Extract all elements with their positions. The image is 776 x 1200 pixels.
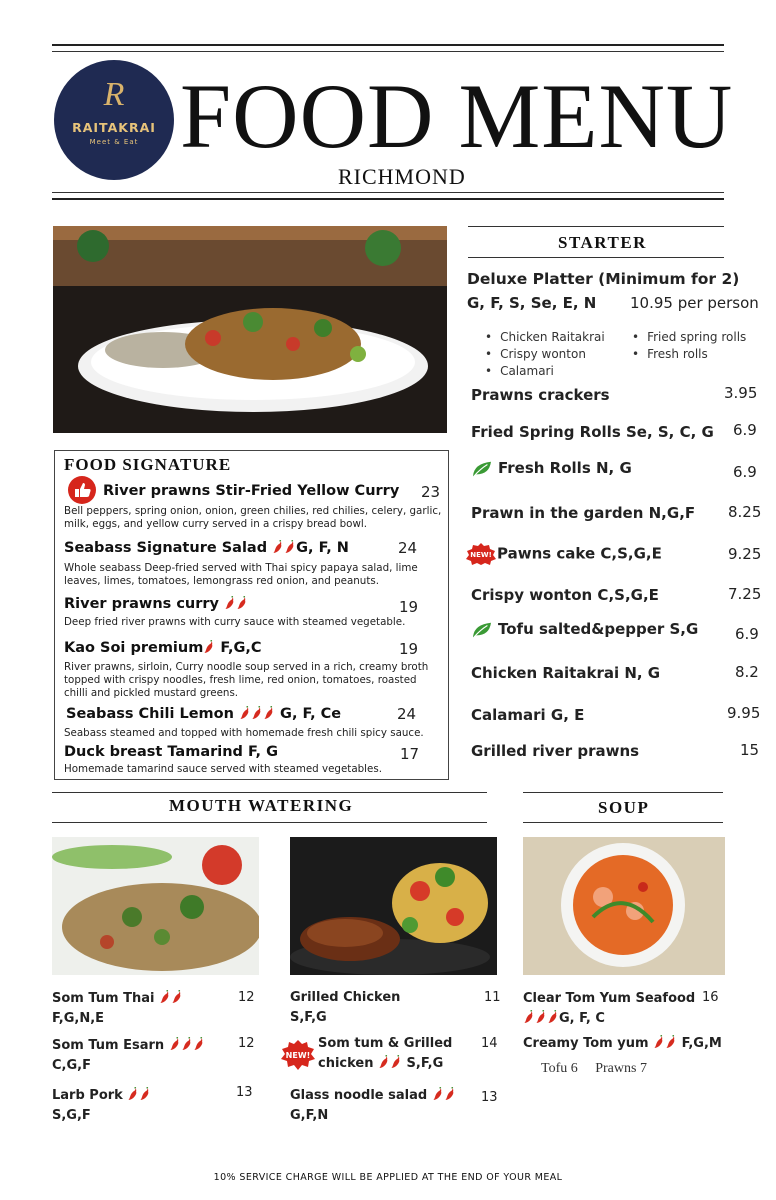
menu-item — [52, 1086, 252, 1126]
mouth-rule-bottom — [52, 822, 487, 823]
chili-icon — [378, 1055, 390, 1069]
chili-icon — [203, 640, 215, 654]
menu-item-price: 13 — [236, 1085, 253, 1100]
starter-item-label: Pawns cake C,S,G,E — [497, 544, 662, 563]
menu-item-codes: F,G,N,E — [52, 1011, 105, 1026]
chili-icon — [236, 596, 248, 610]
starter-item-new — [465, 543, 662, 565]
signature-item-desc: Seabass steamed and topped with homemade fresh chili spicy sauce. — [64, 727, 424, 739]
soup-rule-top — [523, 792, 723, 793]
header-rule-thick — [52, 198, 724, 200]
menu-item-codes: C,G,F — [52, 1058, 91, 1073]
soup-heading: SOUP — [598, 798, 650, 817]
top-rule-thin — [52, 51, 724, 52]
signature-heading: FOOD SIGNATURE — [64, 455, 232, 474]
starter-item: Grilled river prawns — [471, 742, 640, 760]
signature-item-label: River prawns curry — [64, 596, 220, 612]
platter-include: • Chicken Raitakrai — [485, 330, 605, 344]
new-badge-icon — [465, 543, 497, 565]
chili-icon — [263, 706, 275, 720]
signature-item-desc: River prawns, sirloin, Curry noodle soup served in a rich, creamy broth topped with crispy noodles, fresh lime, red onion, tomatoes, roasted chilli and pickled mustard greens. — [64, 661, 429, 699]
chili-icon — [547, 1010, 559, 1024]
chili-icon — [169, 1037, 181, 1051]
signature-item-label: Seabass Signature Salad — [64, 540, 268, 556]
platter-include: • Fresh rolls — [632, 347, 708, 361]
vegan-leaf-icon — [471, 621, 493, 639]
signature-item-price: 24 — [398, 539, 418, 557]
new-badge-text: NEW! — [470, 551, 492, 559]
menu-item-name: Som tum & Grilled — [318, 1036, 453, 1051]
starter-item-label: Tofu salted&pepper S,G — [498, 620, 699, 638]
menu-item — [52, 989, 252, 1029]
platter-include: • Calamari — [485, 364, 554, 378]
menu-item-price: 14 — [481, 1036, 498, 1051]
menu-item-name: Grilled Chicken — [290, 990, 401, 1005]
signature-item-price: 19 — [399, 598, 419, 616]
larb-photo — [52, 837, 259, 975]
signature-item-codes: G, F, N — [296, 540, 349, 556]
signature-item-desc: Bell peppers, spring onion, onion, green chilies, red chilies, celery, garlic, milk, eggs, and yellow curry served in a crispy bread bowl. — [64, 505, 442, 530]
signature-item-desc: Homemade tamarind sauce served with steamed vegetables. — [64, 763, 383, 775]
starter-price: 9.95 — [727, 704, 761, 722]
menu-item — [290, 1086, 480, 1126]
signature-item-desc: Deep fried river prawns with curry sauce with steamed vegetable. — [64, 616, 406, 628]
starter-item-vegan — [471, 459, 632, 478]
starter-price: 8.2 — [735, 663, 759, 681]
menu-item-price: 12 — [238, 1036, 255, 1051]
starter-item: Prawns crackers — [471, 386, 610, 404]
menu-item — [523, 989, 703, 1029]
starter-heading: STARTER — [558, 233, 647, 252]
menu-item-codes: G,F,N — [290, 1108, 329, 1123]
starter-rule-bottom — [468, 257, 724, 258]
starter-item-label: Fresh Rolls N, G — [498, 459, 632, 477]
soup-options: Tofu 6 Prawns 7 — [541, 1061, 647, 1076]
menu-item — [52, 1036, 252, 1076]
menu-item-price: 12 — [238, 990, 255, 1005]
starter-rule-top — [468, 226, 724, 227]
menu-item-name: Som Tum Esarn — [52, 1038, 165, 1053]
signature-item-name: River prawns Stir-Fried Yellow Curry — [103, 483, 400, 499]
page-title: FOOD MENU — [180, 65, 734, 167]
menu-item-codes: F,G,M — [677, 1036, 722, 1051]
menu-item-codes: G, F, C — [559, 1011, 605, 1026]
soup-rule-bottom — [523, 822, 723, 823]
starter-item: Crispy wonton C,S,G,E — [471, 586, 659, 604]
logo-tagline: Meet & Eat — [89, 138, 139, 146]
mouth-rule-top — [52, 792, 487, 793]
signature-item-price: 19 — [399, 640, 419, 658]
logo-monogram: R — [103, 76, 125, 113]
grilled-chicken-photo — [290, 837, 497, 975]
logo-brand: RAITAKRAI — [72, 120, 156, 135]
platter-codes: G, F, S, Se, E, N — [467, 294, 597, 312]
signature-item-codes: F,G,C — [215, 640, 262, 656]
signature-item-desc: Whole seabass Deep-fried served with Thai spicy papaya salad, lime leaves, limes, tomatoes, lemongrass red onion, and peanuts. — [64, 562, 418, 587]
menu-item-price: 13 — [481, 1090, 498, 1105]
starter-price: 15 — [740, 741, 760, 759]
starter-item: Chicken Raitakrai N, G — [471, 664, 661, 682]
starter-price: 7.25 — [728, 585, 762, 603]
mouth-watering-heading: MOUTH WATERING — [169, 796, 354, 815]
chili-icon — [224, 596, 236, 610]
chili-icon — [535, 1010, 547, 1024]
starter-item: Calamari G, E — [471, 706, 585, 724]
chili-icon — [239, 706, 251, 720]
menu-item-name-line2: chicken — [318, 1056, 374, 1071]
menu-item — [290, 988, 480, 1028]
menu-item-name: Som Tum Thai — [52, 991, 155, 1006]
chili-icon — [127, 1087, 139, 1101]
signature-item-label: Seabass Chili Lemon — [66, 706, 234, 722]
top-rule — [52, 44, 724, 46]
chili-icon — [181, 1037, 193, 1051]
menu-item — [318, 1034, 488, 1074]
signature-item-name — [66, 706, 341, 722]
chili-icon — [171, 990, 183, 1004]
menu-item-name: Glass noodle salad — [290, 1088, 428, 1103]
header-rule — [52, 192, 724, 193]
starter-item: Prawn in the garden N,G,F — [471, 504, 696, 522]
starter-price: 3.95 — [724, 384, 758, 402]
signature-item-name — [64, 596, 248, 612]
chili-icon — [284, 540, 296, 554]
platter-price: 10.95 per person — [630, 294, 759, 312]
service-charge-note: 10% SERVICE CHARGE WILL BE APPLIED AT THE END OF YOUR MEAL — [213, 1172, 563, 1183]
menu-item-codes: S,F,G — [290, 1010, 327, 1025]
chili-icon — [159, 990, 171, 1004]
signature-item-codes: G, F, Ce — [275, 706, 342, 722]
signature-item-price: 17 — [400, 745, 420, 763]
chili-icon — [251, 706, 263, 720]
starter-price: 6.9 — [733, 421, 757, 439]
new-badge-text: NEW! — [285, 1051, 311, 1060]
platter-include: • Fried spring rolls — [632, 330, 746, 344]
signature-item-name — [64, 540, 349, 556]
chili-icon — [193, 1037, 205, 1051]
chili-icon — [139, 1087, 151, 1101]
signature-item-price: 23 — [421, 483, 441, 501]
menu-item-name: Clear Tom Yum Seafood — [523, 991, 696, 1006]
menu-item-name: Creamy Tom yum — [523, 1036, 649, 1051]
chili-icon — [665, 1035, 677, 1049]
starter-price: 8.25 — [728, 503, 762, 521]
restaurant-logo — [54, 60, 174, 180]
signature-item-name: Duck breast Tamarind F, G — [64, 744, 279, 760]
chili-icon — [444, 1087, 456, 1101]
vegan-leaf-icon — [471, 460, 493, 478]
menu-item-codes: S,G,F — [52, 1108, 91, 1123]
menu-item-price: 11 — [484, 990, 501, 1005]
chili-icon — [390, 1055, 402, 1069]
signature-item-name — [64, 640, 262, 656]
signature-dish-photo — [53, 226, 447, 433]
menu-item — [523, 1034, 738, 1054]
platter-name: Deluxe Platter (Minimum for 2) — [467, 270, 740, 288]
menu-item-codes: S,F,G — [402, 1056, 444, 1071]
menu-item-price: 16 — [702, 990, 719, 1005]
starter-price: 6.9 — [733, 463, 757, 481]
chili-icon — [272, 540, 284, 554]
starter-item-vegan — [471, 620, 698, 639]
chili-icon — [653, 1035, 665, 1049]
new-badge-icon — [280, 1040, 316, 1070]
signature-item-price: 24 — [397, 705, 417, 723]
page-subtitle: RICHMOND — [338, 164, 466, 189]
starter-item: Fried Spring Rolls Se, S, C, G — [471, 423, 714, 441]
tom-yum-photo — [523, 837, 725, 975]
signature-item-label: Kao Soi premium — [64, 640, 204, 656]
thumbs-up-icon — [66, 475, 98, 505]
starter-price: 9.25 — [728, 545, 762, 563]
chili-icon — [523, 1010, 535, 1024]
chili-icon — [432, 1087, 444, 1101]
starter-price: 6.9 — [735, 625, 759, 643]
menu-item-name: Larb Pork — [52, 1088, 123, 1103]
platter-include: • Crispy wonton — [485, 347, 586, 361]
